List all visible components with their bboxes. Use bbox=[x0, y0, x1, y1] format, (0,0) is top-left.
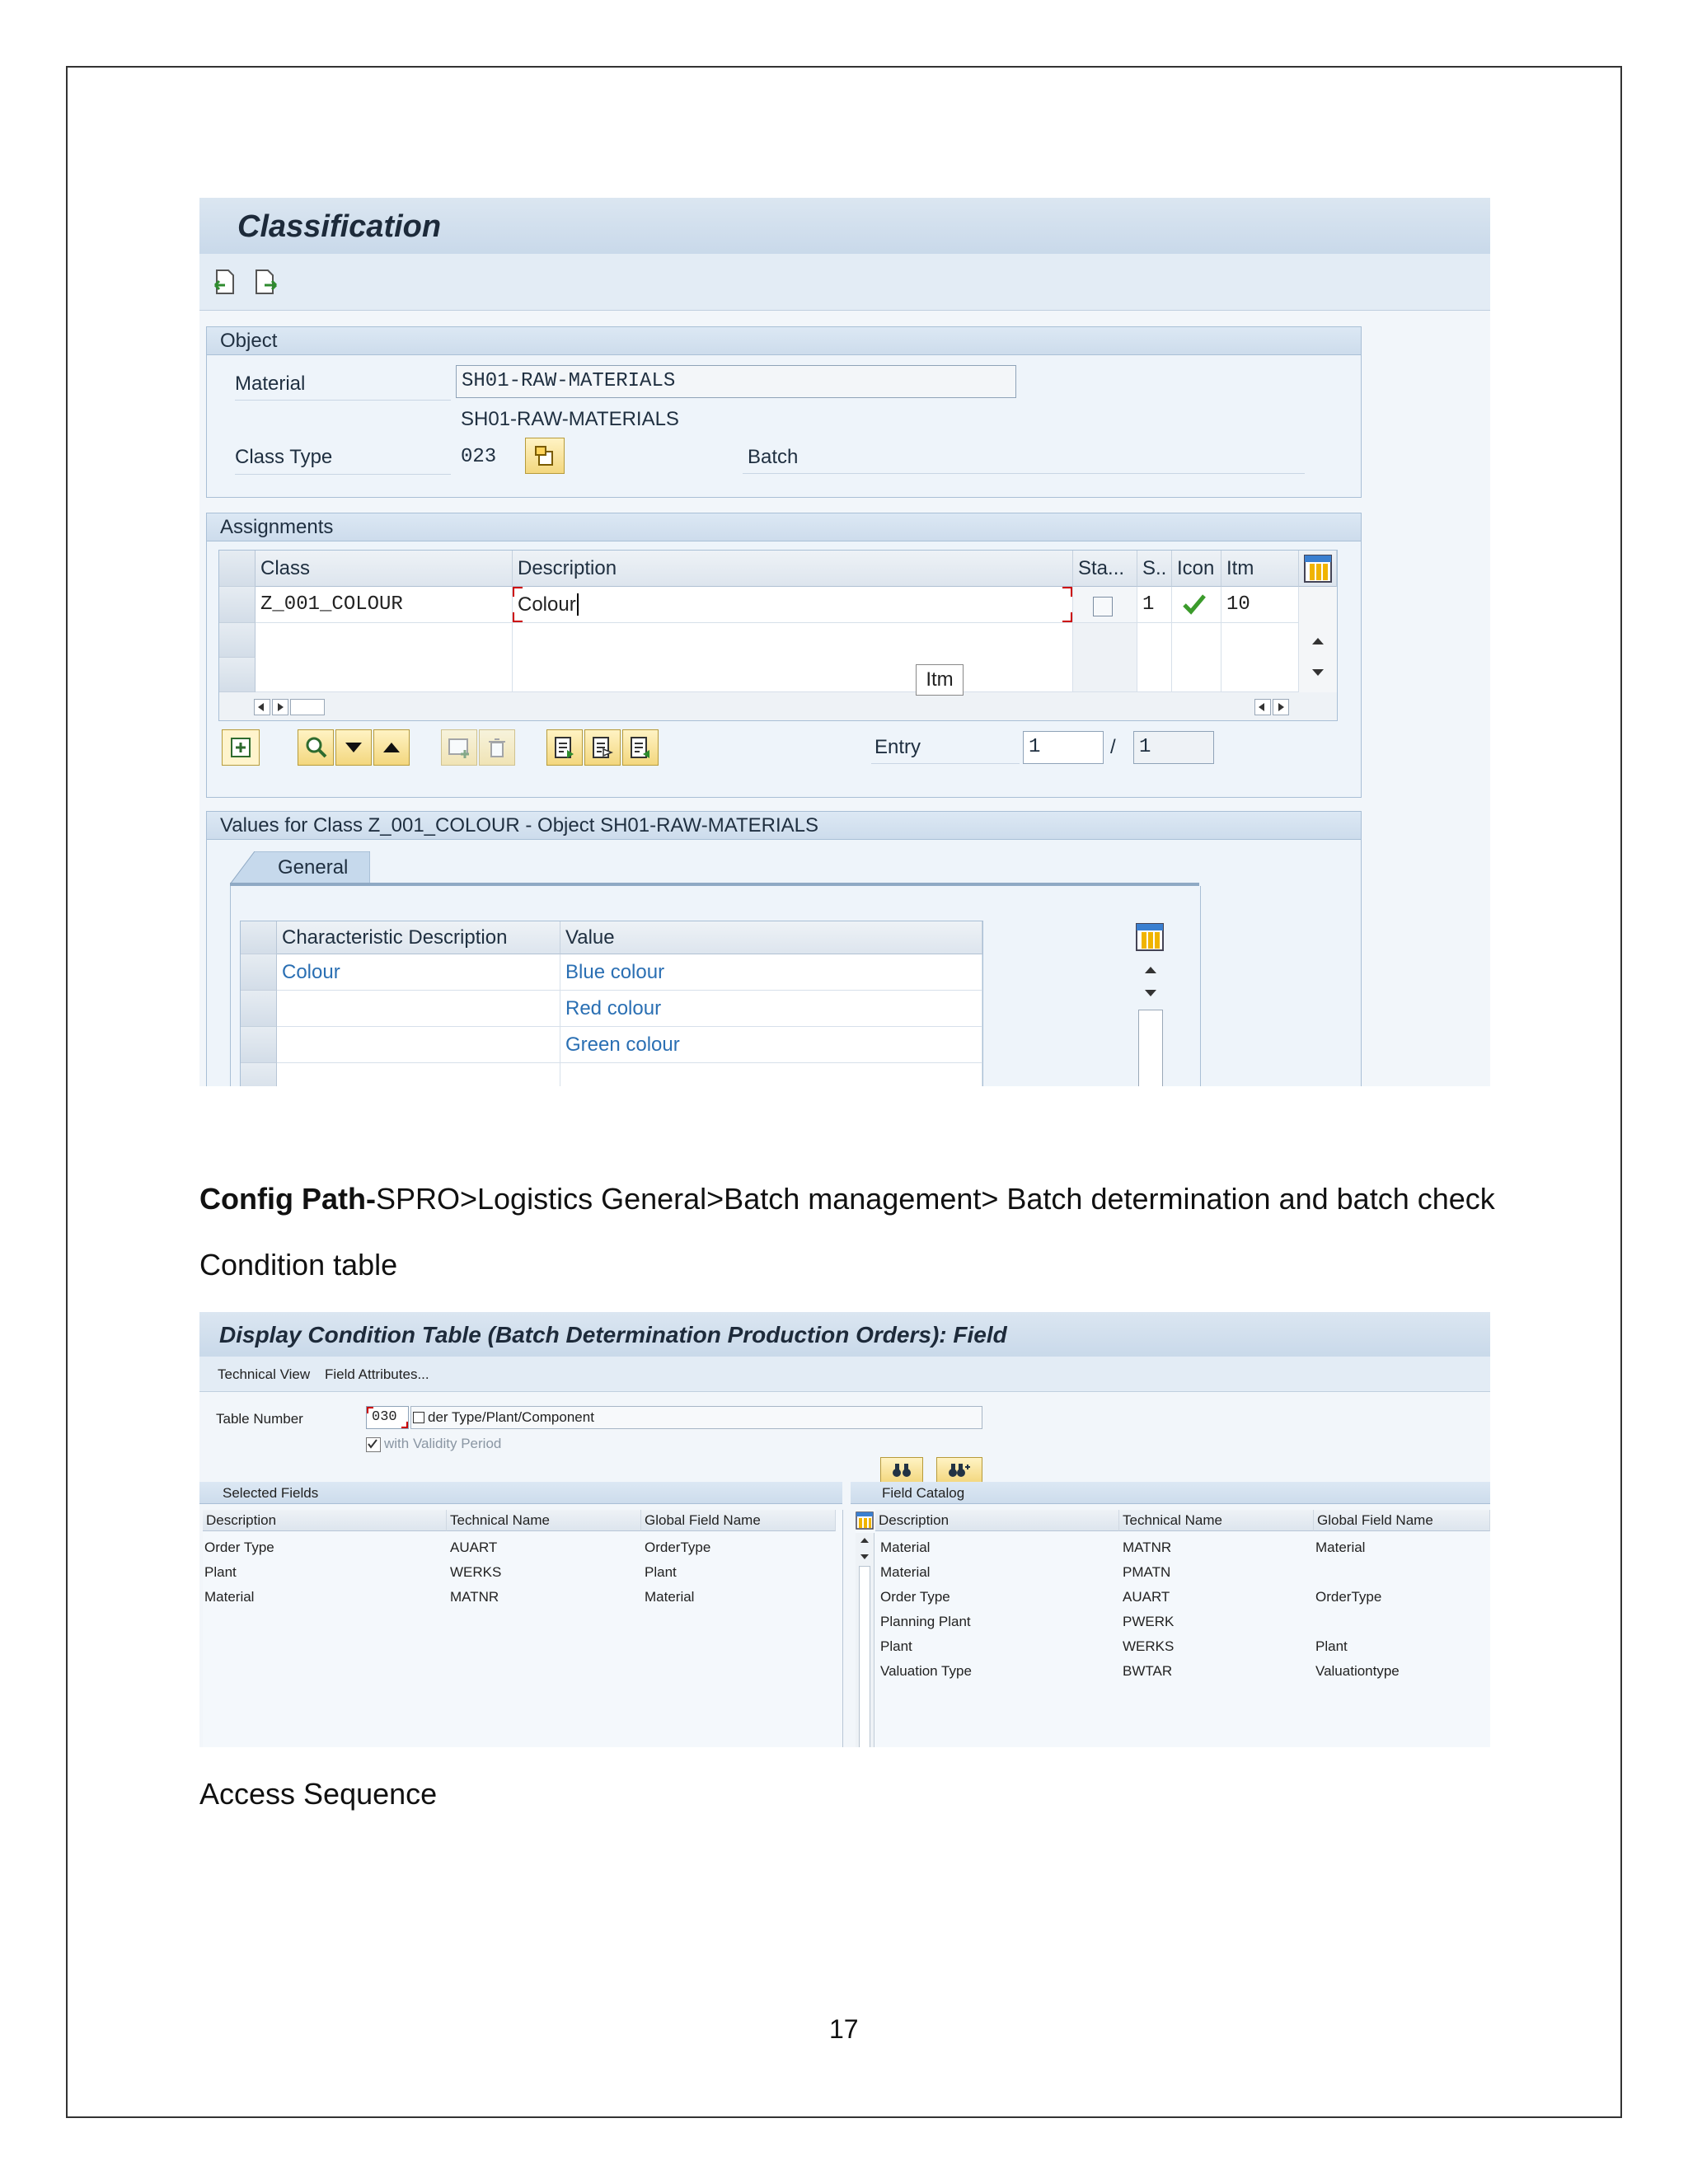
empty-cell bbox=[277, 1063, 560, 1086]
detail-button-2[interactable] bbox=[584, 729, 621, 766]
binoculars-icon bbox=[892, 1462, 912, 1479]
entry-field[interactable]: 1 bbox=[1023, 731, 1104, 764]
value-cell[interactable]: Green colour bbox=[560, 1027, 982, 1063]
col-global-field-name[interactable]: Global Field Name bbox=[1314, 1510, 1490, 1531]
catalog-description-cell[interactable]: Valuation Type bbox=[880, 1663, 972, 1679]
status-checkbox[interactable] bbox=[1093, 597, 1113, 616]
scroll-up-arrow-icon[interactable] bbox=[1312, 638, 1324, 644]
empty-cell bbox=[256, 623, 513, 692]
characteristics-scroll-area[interactable] bbox=[1132, 921, 1170, 1086]
scroll-thumb[interactable] bbox=[290, 699, 325, 715]
selected-description-cell[interactable]: Plant bbox=[204, 1564, 237, 1580]
selected-global-cell: OrderType bbox=[645, 1540, 711, 1555]
scroll-up-arrow-icon[interactable] bbox=[860, 1538, 869, 1543]
detail-button-1[interactable] bbox=[546, 729, 583, 766]
triangle-down-icon bbox=[345, 743, 362, 752]
scroll-left-icon[interactable] bbox=[1254, 699, 1271, 715]
add-assignment-button[interactable] bbox=[222, 729, 260, 766]
row-selector[interactable] bbox=[241, 1027, 277, 1063]
row-s-cell: 1 bbox=[1137, 587, 1172, 623]
col-description[interactable]: Description bbox=[875, 1510, 1119, 1531]
selected-fields-header bbox=[199, 1482, 842, 1504]
values-group bbox=[206, 811, 1362, 1086]
config-path bbox=[199, 1182, 1495, 1216]
object-group bbox=[206, 326, 1362, 498]
entry-total-field: 1 bbox=[1133, 731, 1214, 764]
table-settings-cell bbox=[1299, 551, 1337, 587]
select-all-rows[interactable] bbox=[241, 921, 277, 954]
row-class-cell[interactable]: Z_001_COLOUR bbox=[256, 587, 513, 623]
catalog-technical-cell: WERKS bbox=[1123, 1638, 1175, 1654]
vertical-scrollbar[interactable] bbox=[1299, 587, 1337, 692]
condition-table-heading: Condition table bbox=[199, 1248, 398, 1282]
selected-technical-cell: WERKS bbox=[450, 1564, 502, 1580]
technical-view-menu[interactable]: Technical View bbox=[218, 1366, 311, 1382]
table-settings-icon[interactable] bbox=[1303, 554, 1333, 583]
entry-separator: / bbox=[1110, 736, 1116, 758]
empty-cell bbox=[513, 623, 1073, 692]
row-status-cell[interactable] bbox=[1073, 587, 1137, 623]
empty-cell bbox=[1221, 623, 1299, 692]
catalog-global-cell: Plant bbox=[1315, 1638, 1348, 1654]
scroll-track[interactable] bbox=[1138, 1010, 1163, 1086]
itm-tooltip: Itm bbox=[916, 664, 964, 696]
object-view-icon bbox=[628, 735, 653, 760]
row-selector[interactable] bbox=[241, 991, 277, 1027]
values-group-heading: Values for Class Z_001_COLOUR - Object SH01-RAW-MATERIALS bbox=[207, 812, 1361, 840]
catalog-technical-cell: PWERK bbox=[1123, 1614, 1175, 1629]
value-cell[interactable]: Red colour bbox=[560, 991, 982, 1027]
validity-checkbox[interactable] bbox=[366, 1437, 381, 1452]
catalog-settings-icon[interactable] bbox=[856, 1511, 874, 1530]
table-description-value: der Type/Plant/Component bbox=[428, 1409, 594, 1425]
condition-table-menu bbox=[199, 1357, 1490, 1392]
select-all-rows[interactable] bbox=[219, 551, 256, 587]
col-itm[interactable]: Itm bbox=[1221, 551, 1299, 587]
classification-title-bar bbox=[199, 198, 1490, 255]
previous-button[interactable] bbox=[373, 729, 410, 766]
class-type-label: Class Type bbox=[235, 441, 451, 475]
detail-button-3[interactable] bbox=[622, 729, 659, 766]
scroll-left-icon[interactable] bbox=[254, 699, 270, 715]
selected-technical-cell: MATNR bbox=[450, 1589, 499, 1605]
find-button[interactable] bbox=[880, 1457, 923, 1483]
selected-fields-label: Selected Fields bbox=[223, 1485, 319, 1501]
field-catalog-table bbox=[856, 1510, 1490, 1747]
row-selector[interactable] bbox=[241, 954, 277, 991]
checkmark-icon bbox=[367, 1438, 378, 1450]
back-doc-icon[interactable] bbox=[213, 269, 239, 295]
value-cell[interactable]: Blue colour bbox=[560, 954, 982, 991]
row-selector[interactable] bbox=[219, 587, 256, 623]
catalog-technical-cell: PMATN bbox=[1123, 1564, 1171, 1580]
col-class[interactable]: Class bbox=[256, 551, 513, 587]
catalog-global-cell: OrderType bbox=[1315, 1589, 1382, 1605]
empty-cell bbox=[560, 1063, 982, 1086]
selected-fields-table bbox=[203, 1510, 843, 1747]
row-selector[interactable] bbox=[219, 658, 256, 692]
catalog-scrollbar[interactable] bbox=[856, 1533, 874, 1747]
table-number-label: Table Number bbox=[216, 1411, 303, 1427]
catalog-technical-cell: BWTAR bbox=[1123, 1663, 1173, 1679]
scroll-down-arrow-icon[interactable] bbox=[1312, 669, 1324, 676]
condition-table-title: Display Condition Table (Batch Determination Production Orders): Field bbox=[219, 1322, 1007, 1347]
classification-title: Classification bbox=[237, 209, 442, 244]
field-catalog-label: Field Catalog bbox=[882, 1485, 965, 1501]
class-type-lookup-button[interactable] bbox=[525, 438, 565, 474]
tab-general[interactable] bbox=[230, 851, 370, 884]
new-entry-icon bbox=[228, 735, 253, 760]
field-catalog-header bbox=[851, 1482, 1490, 1504]
assignments-table bbox=[218, 550, 1338, 721]
catalog-description-cell[interactable]: Material bbox=[880, 1540, 931, 1555]
find-next-button[interactable] bbox=[936, 1457, 982, 1483]
classification-screenshot bbox=[199, 198, 1490, 1086]
tab-general-label: General bbox=[278, 856, 349, 879]
insert-line-button[interactable] bbox=[441, 729, 477, 766]
field-attributes-menu[interactable]: Field Attributes... bbox=[325, 1366, 429, 1382]
green-check-icon bbox=[1182, 592, 1207, 616]
material-description: SH01-RAW-MATERIALS bbox=[461, 408, 679, 430]
empty-cell bbox=[277, 991, 560, 1027]
characteristics-table bbox=[240, 921, 983, 1086]
config-path-label: Config Path- bbox=[199, 1182, 376, 1216]
assignments-group-heading: Assignments bbox=[207, 513, 1361, 541]
catalog-technical-cell: AUART bbox=[1123, 1589, 1170, 1605]
col-description[interactable]: Description bbox=[513, 551, 1073, 587]
possible-entries-icon bbox=[532, 443, 557, 468]
empty-cell bbox=[1073, 623, 1137, 692]
row-description-text: Colour bbox=[518, 593, 576, 616]
assignments-group bbox=[206, 513, 1362, 798]
col-value[interactable]: Value bbox=[560, 921, 982, 954]
table-number-field[interactable] bbox=[366, 1406, 409, 1429]
catalog-description-cell[interactable]: Planning Plant bbox=[880, 1614, 971, 1629]
triangle-up-icon bbox=[383, 743, 400, 752]
characteristic-name-cell[interactable]: Colour bbox=[277, 954, 560, 991]
entry-label: Entry bbox=[871, 731, 1020, 764]
condition-table-title-bar bbox=[199, 1312, 1490, 1357]
find-next-icon bbox=[948, 1462, 971, 1479]
selected-global-cell: Plant bbox=[645, 1564, 677, 1580]
col-icon[interactable]: Icon bbox=[1172, 551, 1221, 587]
scroll-right-icon[interactable] bbox=[272, 699, 288, 715]
row-icon-cell bbox=[1172, 587, 1221, 623]
col-technical-name[interactable]: Technical Name bbox=[447, 1510, 641, 1531]
selected-description-cell[interactable]: Material bbox=[204, 1589, 255, 1605]
row-selector[interactable] bbox=[219, 623, 256, 658]
forward-doc-icon[interactable] bbox=[252, 269, 279, 295]
class-type-field[interactable]: 023 bbox=[461, 446, 497, 468]
horizontal-scrollbar[interactable] bbox=[219, 692, 1337, 720]
table-number-value: 030 bbox=[372, 1409, 397, 1425]
col-technical-name[interactable]: Technical Name bbox=[1119, 1510, 1314, 1531]
values-view-icon bbox=[590, 735, 615, 760]
classification-toolbar bbox=[199, 254, 1490, 311]
scroll-track[interactable] bbox=[859, 1566, 870, 1747]
catalog-global-cell: Material bbox=[1315, 1540, 1366, 1555]
page-number: 17 bbox=[829, 2014, 859, 2044]
empty-cell bbox=[1137, 623, 1172, 692]
insert-row-icon bbox=[447, 735, 471, 760]
scroll-up-arrow-icon[interactable] bbox=[1145, 967, 1156, 973]
next-button[interactable] bbox=[335, 729, 372, 766]
access-sequence-heading: Access Sequence bbox=[199, 1777, 438, 1811]
scroll-down-arrow-icon[interactable] bbox=[860, 1554, 869, 1559]
col-characteristic-description[interactable]: Characteristic Description bbox=[277, 921, 560, 954]
empty-cell bbox=[277, 1027, 560, 1063]
row-description-cell[interactable] bbox=[513, 587, 1073, 623]
selected-description-cell[interactable]: Order Type bbox=[204, 1540, 274, 1555]
scroll-right-icon[interactable] bbox=[1273, 699, 1289, 715]
catalog-description-cell[interactable]: Material bbox=[880, 1564, 931, 1580]
empty-cell bbox=[1172, 623, 1221, 692]
material-field[interactable]: SH01-RAW-MATERIALS bbox=[456, 365, 1016, 398]
material-label: Material bbox=[235, 368, 451, 401]
col-status[interactable]: Sta... bbox=[1073, 551, 1137, 587]
table-settings-icon[interactable] bbox=[1135, 922, 1165, 952]
detail-view-icon bbox=[552, 735, 577, 760]
col-description[interactable]: Description bbox=[203, 1510, 447, 1531]
col-s[interactable]: S.. bbox=[1137, 551, 1172, 587]
selected-global-cell: Material bbox=[645, 1589, 695, 1605]
find-button[interactable] bbox=[298, 729, 334, 766]
catalog-global-cell: Valuationtype bbox=[1315, 1663, 1400, 1679]
catalog-description-cell[interactable]: Order Type bbox=[880, 1589, 950, 1605]
trash-icon bbox=[485, 735, 509, 760]
catalog-description-cell[interactable]: Plant bbox=[880, 1638, 912, 1654]
row-selector[interactable] bbox=[241, 1063, 277, 1086]
table-description-field[interactable] bbox=[410, 1406, 982, 1429]
catalog-technical-cell: MATNR bbox=[1123, 1540, 1172, 1555]
selected-technical-cell: AUART bbox=[450, 1540, 498, 1555]
delete-line-button[interactable] bbox=[479, 729, 515, 766]
object-group-heading: Object bbox=[207, 327, 1361, 355]
find-icon bbox=[303, 735, 328, 760]
condition-table-screenshot bbox=[199, 1312, 1490, 1747]
validity-label: with Validity Period bbox=[384, 1436, 502, 1451]
row-itm-cell: 10 bbox=[1221, 587, 1299, 623]
possible-entries-icon[interactable] bbox=[413, 1412, 424, 1423]
class-type-description: Batch bbox=[743, 441, 1305, 474]
scroll-down-arrow-icon[interactable] bbox=[1145, 990, 1156, 996]
col-global-field-name[interactable]: Global Field Name bbox=[641, 1510, 836, 1531]
config-path-value: SPRO>Logistics General>Batch management> Batch determination and batch check bbox=[375, 1182, 1495, 1216]
